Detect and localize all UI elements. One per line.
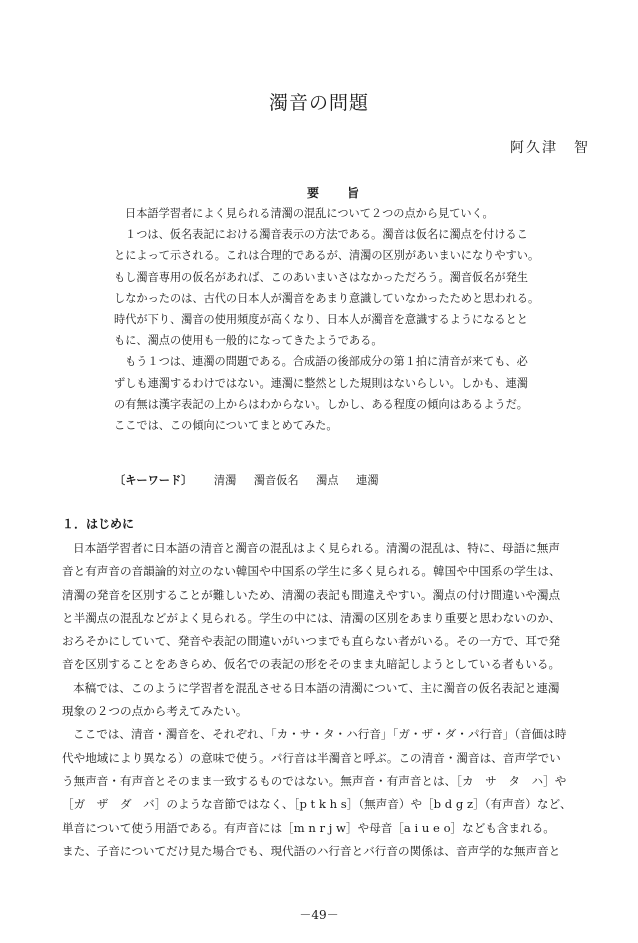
abstract-line: ずしも連濁するわけではない。連濁に整然とした規則はないらしい。しかも、連濁 [114, 376, 528, 390]
page-number: －49－ [299, 908, 339, 922]
abstract-line: １つは、仮名表記における濁音表示の方法である。濁音は仮名に濁点を付けるこ [125, 228, 528, 242]
abstract-line: 時代が下り、濁音の使用頻度が高くなり、日本人が濁音を意識するようになるとと [114, 313, 528, 327]
body-line: と半濁点の混乱などがよく見られる。学生の中には、清濁の区別をあまり重要と思わないのか、 [62, 610, 561, 625]
body-line: 現象の２つの点から考えてみたい。 [62, 704, 248, 719]
keyword-item: 清濁 [213, 474, 237, 487]
keyword-item: 連濁 [356, 474, 379, 487]
abstract-paragraph [114, 203, 554, 351]
body-paragraph [62, 677, 598, 724]
abstract-body [114, 203, 554, 436]
body-line: 単音について使う用語である。有声音には［m n r j w］や母音［a i u e o］なども含まれる。 [62, 820, 555, 835]
body-line: 音を区別することをあきらめ、仮名での表記の形をそのまま丸暗記しようとしている者もいる。 [62, 657, 561, 672]
body-paragraph [62, 537, 598, 677]
body-line: ここでは、清音・濁音を、それぞれ、「カ・サ・タ・ハ行音」「ガ・ザ・ダ・パ行音」（音価は時 [73, 727, 567, 742]
abstract-line: もに、濁点の使用も一般的になってきたようである。 [114, 334, 383, 348]
paper-title: 濁音の問題 [268, 92, 369, 114]
abstract-line: とによって示される。これは合理的であるが、清濁の区別があいまいになりやすい。 [114, 249, 540, 263]
keywords-label: 〔キーワード〕 [114, 474, 193, 487]
body-line: う無声音・有声音とそのまま一致するものではない。無声音・有声音とは、［カ サ タ ハ］や [62, 773, 567, 788]
body-line: 日本語学習者に日本語の清音と濁音の混乱はよく見られる。清濁の混乱は、特に、母語に無声 [73, 541, 560, 555]
body-line: 音と有声音の音韻論的対立のない韓国や中国系の学生に多く見られる。韓国や中国系の学生は、 [62, 564, 561, 579]
abstract-line: の有無は漢字表記の上からはわからない。しかし、ある程度の傾向はあるようだ。 [114, 397, 528, 411]
body-line: 本稿では、このように学習者を混乱させる日本語の清濁について、主に濁音の仮名表記と連濁 [73, 680, 560, 695]
body-line: 代や地域により異なる）の意味で使う。パ行音は半濁音と呼ぶ。この清音・濁音は、音声学でい [62, 750, 561, 765]
body-line: 清濁の発音を区別することが難しいため、清濁の表記も間違えやすい。濁点の付け間違いや濁点 [62, 587, 561, 602]
body-line: また、子音についてだけ見た場合でも、現代語のハ行音とバ行音の関係は、音声学的な無声音と [62, 843, 561, 858]
section-body [62, 537, 598, 863]
body-line: おろそかにしていて、発音や表記の間違いがいつまでも直らない者がいる。その一方で、耳で発 [62, 634, 561, 649]
keyword-item: 濁点 [316, 474, 339, 487]
keyword-item: 濁音仮名 [253, 474, 299, 487]
body-line: ［ガ ザ ダ バ］のような音節ではなく、［p t k h s］（無声音）や［b d g z］（有声音）など、 [62, 797, 572, 812]
section-heading: １．はじめに [62, 517, 135, 531]
abstract-line: もう１つは、連濁の問題である。合成語の後部成分の第１拍に清音が来ても、必 [125, 355, 528, 369]
author-name: 阿久津 智 [510, 140, 590, 156]
abstract-heading: 要旨 [306, 186, 387, 200]
abstract-line: ここでは、この傾向についてまとめてみた。 [114, 419, 338, 433]
keywords [114, 472, 393, 488]
abstract-paragraph [114, 351, 554, 436]
body-paragraph [62, 723, 598, 863]
abstract-line: しなかったのは、古代の日本人が濁音をあまり意識していなかったためと思われる。 [114, 291, 540, 305]
abstract-line: もし濁音専用の仮名があれば、このあいまいさはなかっただろう。濁音仮名が発生 [114, 270, 528, 284]
abstract-line: 日本語学習者によく見られる清濁の混乱について２つの点から見ていく。 [125, 207, 494, 220]
